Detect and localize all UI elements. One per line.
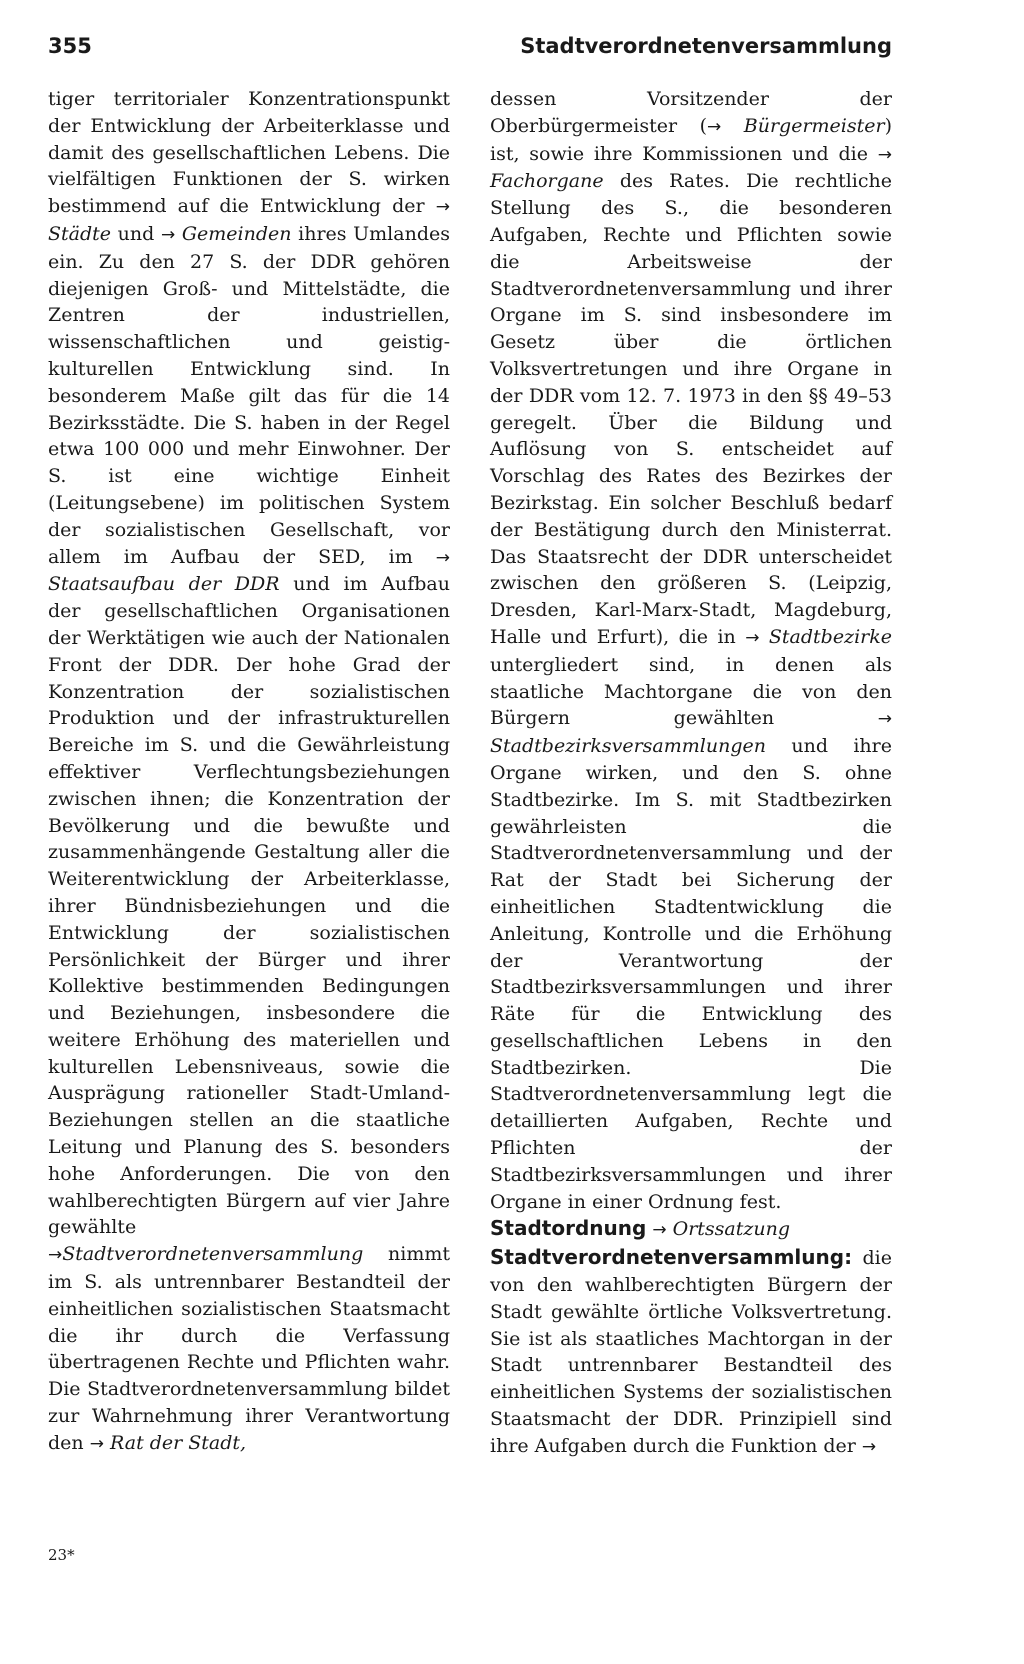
arrow-icon: →: [435, 547, 450, 568]
headword: Stadtordnung: [490, 1216, 647, 1241]
text-run: tiger territorialer Konzentrationspunkt der Entwicklung der Arbeiterklasse und damit des gesellschaftlichen Lebens. Die vielfältigen Funktionen der S. wirken bestimmend auf die Entwicklung der: [48, 88, 450, 218]
left-column: [48, 86, 450, 1458]
cross-reference-gemeinden[interactable]: Gemeinden: [181, 222, 292, 245]
arrow-icon: →: [652, 1220, 667, 1241]
left-paragraph: [48, 86, 450, 1458]
cross-reference-staedte[interactable]: Städte: [48, 222, 112, 245]
cross-reference-stadtbezirksversammlungen[interactable]: Stadtbezirksversammlungen: [490, 735, 766, 758]
arrow-icon: →: [89, 1433, 104, 1454]
text-run: und: [117, 222, 155, 245]
text-run: die von den wahlberechtigten Bürgern der Stadt gewählte örtliche Volksvertretung. Sie ist als staatliches Machtorgan in der Stadt untrennbarer Bestandteil des einheitlichen Systems der sozialistischen Staatsmacht der DDR. Prinzipiell sind ihre Aufgaben durch die Funktion der: [490, 1247, 892, 1457]
right-column: [490, 86, 892, 1461]
arrow-icon: →: [48, 1245, 63, 1266]
arrow-icon: →: [745, 627, 760, 648]
arrow-icon: →: [435, 197, 450, 218]
text-run: ihres Umlandes ein. Zu den 27 S. der DDR gehören diejenigen Groß- und Mittelstädte, die Zentren der industriellen, wissenschaftlichen und geistig-kulturellen Entwicklung sind. In besonderem Maße gilt das für die 14 Bezirksstädte. Die S. haben in der Regel etwa 100 000 und mehr Einwohner. Der S. ist eine wichtige Einheit (Leitungsebene) im politischen System der sozialistischen Gesellschaft, vor allem im Aufbau der SED, im: [48, 222, 450, 568]
cross-reference-buergermeister[interactable]: Bürgermeister: [743, 114, 885, 137]
dictionary-entry-stadtverordnetenversammlung: [490, 1244, 892, 1460]
text-run: des Rates. Die rechtliche Stellung des S., die besonderen Aufgaben, Rechte und Pflichten sowie die Arbeitsweise der Stadtverordnetenversammlung und ihrer Organe im S. sind insbesondere im Gesetz über die örtlichen Volksvertretungen und ihre Organe in der DDR vom 12. 7. 1973 in den §§ 49–53 geregelt. Über die Bildung und Auflösung von S. entscheidet auf Vorschlag des Rates des Bezirkes der Bezirkstag. Ein solcher Beschluß bedarf der Bestätigung durch den Ministerrat. Das Staatsrecht der DDR unterscheidet zwischen den größeren S. (Leipzig, Dresden, Karl-Marx-Stadt, Magdeburg, Halle und Erfurt), die in: [490, 170, 893, 648]
page-number: 355: [48, 34, 92, 58]
text-run: nimmt im S. als untrennbarer Bestandteil der einheitlichen sozialistischen Staatsmacht die ihr durch die Verfassung übertragenen Rechte und Pflichten wahr. Die Stadtverordnetenversammlung bildet zur Wahrnehmung ihrer Verantwortung den: [48, 1243, 450, 1454]
text-run: ) ist, sowie ihre Kommissionen und die: [490, 114, 892, 165]
headword: Stadtverordnetenversammlung:: [490, 1245, 853, 1270]
arrow-icon: →: [707, 116, 722, 137]
text-run: dessen Vorsitzender der Oberbürgermeister (: [490, 88, 892, 137]
text-run: untergliedert sind, in denen als staatliche Machtorgane die von den Bürgern gewählten: [490, 653, 892, 730]
dictionary-entry-stadtordnung: [490, 1215, 892, 1244]
cross-reference-stadtbezirke[interactable]: Stadtbezirke: [768, 625, 892, 648]
cross-reference-fachorgane[interactable]: Fachorgane: [490, 170, 604, 193]
text-run: und ihre Organe wirken, und den S. ohne Stadtbezirke. Im S. mit Stadtbezirken gewährleisten die Stadtverordnetenversammlung und der Rat der Stadt bei Sicherung der einheitlichen Stadtentwicklung die Anleitung, Kontrolle und die Erhöhung der Verantwortung der Stadtbezirksversammlungen und ihrer Räte für die Entwicklung des gesellschaftlichen Lebens in den Stadtbezirken. Die Stadtverordnetenversammlung legt die detaillierten Aufgaben, Rechte und Pflichten der Stadtbezirksversammlungen und ihrer Organe in einer Ordnung fest.: [490, 735, 892, 1213]
text-run: und im Aufbau der gesellschaftlichen Organisationen der Werktätigen wie auch der Nationalen Front der DDR. Der hohe Grad der Konzentration der sozialistischen Produktion und der infrastrukturellen Bereiche im S. und die Gewährleistung effektiver Verflechtungsbeziehungen zwischen ihnen; die Konzentration der Bevölkerung und die bewußte und zusammenhängende Gestaltung aller die Weiterentwicklung der Arbeiterklasse, ihrer Bündnisbeziehungen und die Entwicklung der sozialistischen Persönlichkeit der Bürger und ihrer Kollektive bestimmenden Bedingungen und Beziehungen, insbesondere die weitere Erhöhung des materiellen und kulturellen Lebensniveaus, sowie die Ausprägung rationeller Stadt-Umland-Beziehungen stellen an die staatliche Leitung und Planung des S. besonders hohe Anforderungen. Die von den wahlberechtigten Bürgern auf vier Jahre gewählte: [48, 573, 451, 1239]
right-paragraph: [490, 86, 892, 1215]
arrow-icon: →: [877, 144, 892, 165]
cross-reference-rat[interactable]: Rat der Stadt,: [110, 1431, 247, 1454]
arrow-icon: →: [877, 709, 892, 730]
arrow-icon: →: [861, 1436, 877, 1457]
cross-reference-ortssatzung[interactable]: Ortssatzung: [672, 1218, 791, 1241]
cross-reference-staatsaufbau[interactable]: Staatsaufbau der DDR: [48, 573, 280, 596]
running-head: Stadtverordnetenversammlung: [520, 34, 892, 58]
cross-reference-stadtverordnetenversammlung[interactable]: Stadtverordnetenversammlung: [62, 1243, 364, 1266]
arrow-icon: →: [160, 224, 176, 245]
sheet-signature: 23*: [48, 1546, 75, 1564]
